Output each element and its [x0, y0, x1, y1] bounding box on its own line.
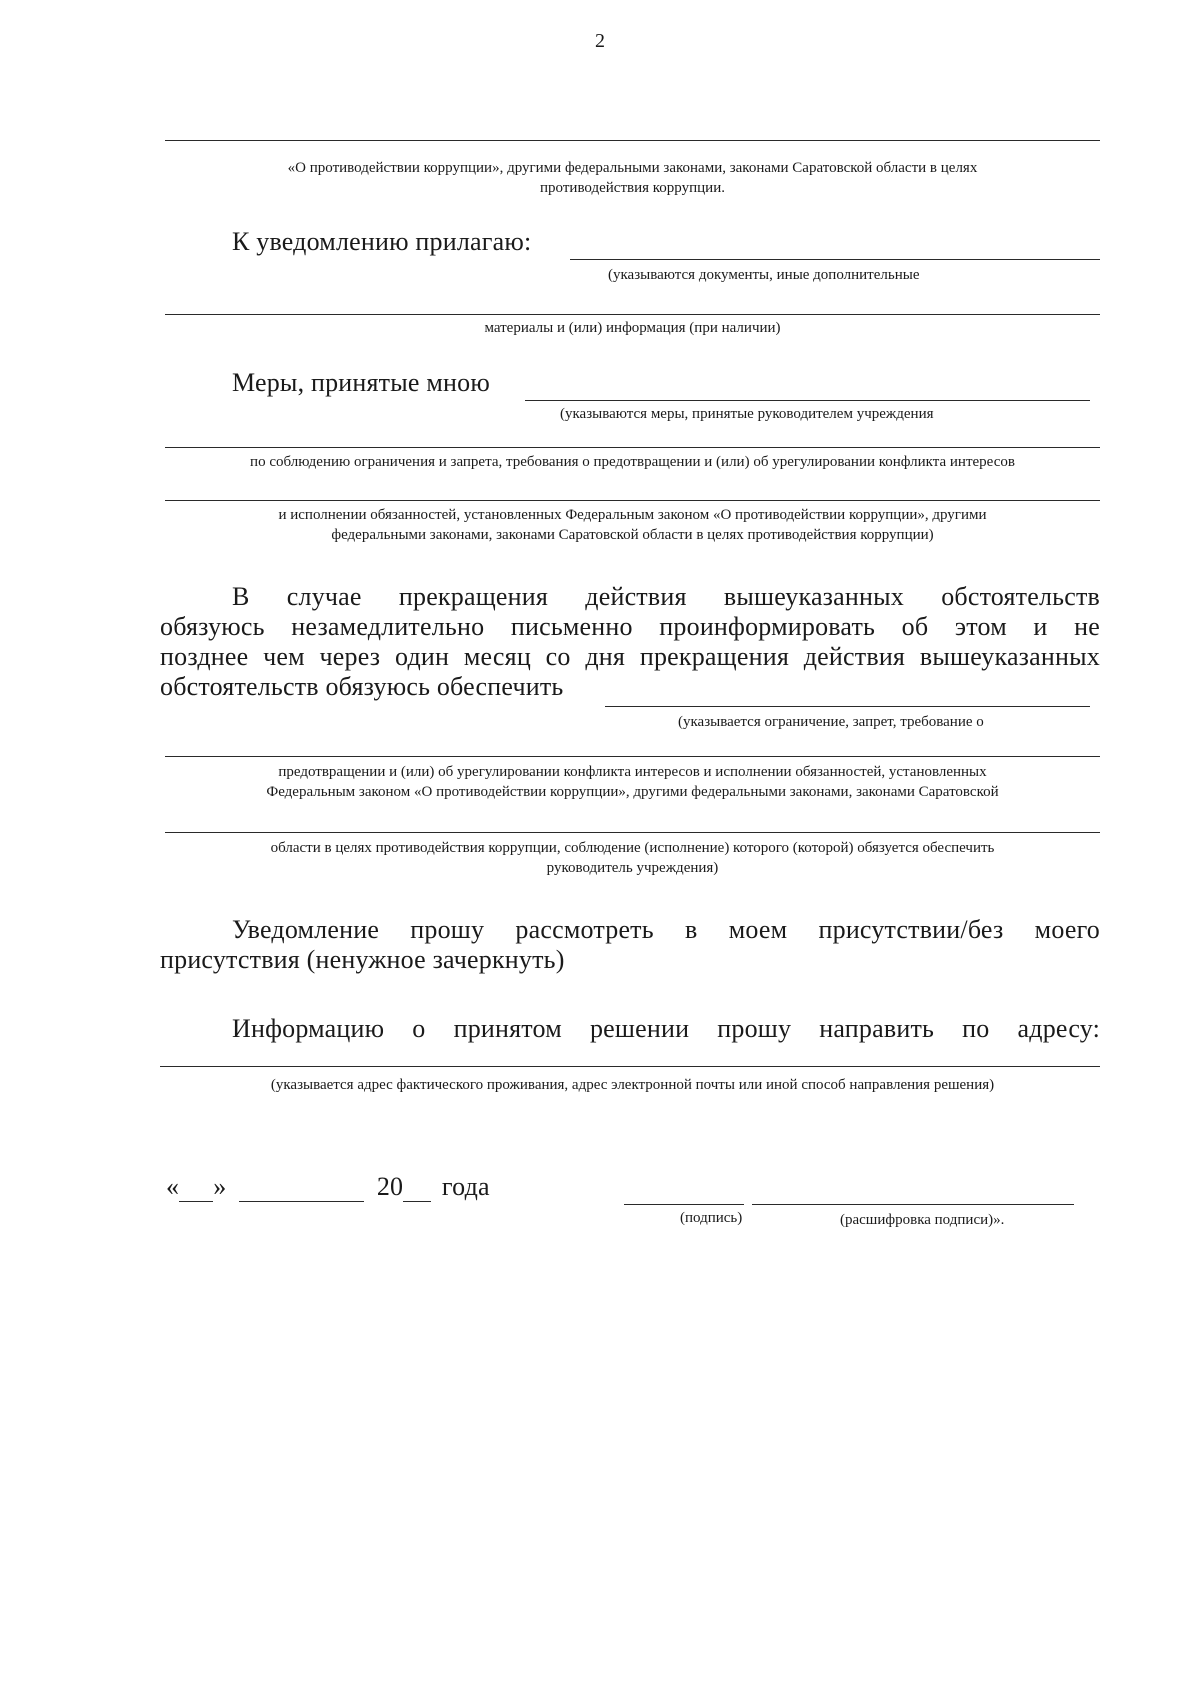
obligation-line-1: В случае прекращения действия вышеуказанных обстоятельств [232, 582, 1100, 611]
obligation-fill-line[interactable] [605, 706, 1090, 707]
attach-fill-line[interactable] [570, 259, 1100, 260]
day-blank[interactable] [179, 1179, 213, 1202]
measures-fill-line-3[interactable] [165, 500, 1100, 501]
address-line-1: Информацию о принятом решении прошу направить по адресу: [232, 1014, 1100, 1043]
attach-hint-2: материалы и (или) информация (при наличии) [484, 320, 781, 336]
measures-hint-1: (указываются меры, принятые руководителем учреждения [560, 406, 934, 422]
signature-decode-line[interactable] [752, 1204, 1074, 1205]
obligation-hint-2-3 [165, 762, 1100, 802]
obligation-hint-1: (указывается ограничение, запрет, требование о [678, 714, 984, 730]
attach-fill-line-2[interactable] [165, 314, 1100, 315]
address-fill-line[interactable] [160, 1066, 1100, 1067]
obligation-hint-4: области в целях противодействия коррупции, соблюдение (исполнение) которого (которой) обязуется обеспечить [270, 840, 995, 856]
year-prefix: 20 [376, 1172, 404, 1201]
obligation-line-2: обязуюсь незамедлительно письменно проинформировать об этом и не [160, 612, 1100, 641]
obligation-line-3: позднее чем через один месяц со дня прекращения действия вышеуказанных [160, 642, 1100, 671]
obligation-hint-3: Федеральным законом «О противодействии коррупции», другими федеральными законами, законами Саратовской [266, 784, 999, 800]
presence-line-1: Уведомление прошу рассмотреть в моем присутствии/без моего [232, 915, 1100, 944]
date-close-quote: » [213, 1172, 227, 1201]
obligation-line-4: обстоятельств обязуюсь обеспечить [160, 672, 564, 701]
year-suffix: года [441, 1172, 490, 1201]
measures-hint-4: федеральными законами, законами Саратовской области в целях противодействия коррупции) [331, 527, 934, 543]
measures-fill-line[interactable] [525, 400, 1090, 401]
year-blank[interactable] [403, 1179, 431, 1202]
attach-label: К уведомлению прилагаю: [232, 227, 532, 256]
obligation-fill-line-2[interactable] [165, 756, 1100, 757]
obligation-fill-line-3[interactable] [165, 832, 1100, 833]
page-number: 2 [595, 30, 605, 52]
address-hint: (указывается адрес фактического проживания, адрес электронной почты или иной способ направления решения) [270, 1077, 995, 1093]
obligation-hint-5: руководитель учреждения) [546, 860, 719, 876]
presence-paragraph [160, 915, 1100, 975]
obligation-hint-2: предотвращении и (или) об урегулировании конфликта интересов и исполнении обязанностей, установленных [278, 764, 987, 780]
measures-fill-line-2[interactable] [165, 447, 1100, 448]
obligation-hint-4-5 [165, 838, 1100, 878]
address-paragraph [160, 1014, 1100, 1044]
date-open-quote: « [166, 1172, 180, 1201]
presence-line-2: присутствия (ненужное зачеркнуть) [160, 945, 565, 974]
measures-hint-3-4 [165, 505, 1100, 545]
attach-hint-1: (указываются документы, иные дополнительные [608, 267, 920, 283]
measures-label: Меры, принятые мною [232, 368, 490, 397]
signature-hint: (подпись) [680, 1210, 743, 1226]
date-field[interactable] [166, 1172, 490, 1202]
signature-decode-hint: (расшифровка подписи)». [840, 1212, 1005, 1228]
measures-hint-3: и исполнении обязанностей, установленных Федеральным законом «О противодействии коррупции», другими [278, 507, 987, 523]
month-blank[interactable] [239, 1179, 364, 1202]
signature-line[interactable] [624, 1204, 744, 1205]
continuation-line-2: противодействия коррупции. [540, 180, 725, 196]
measures-hint-2: по соблюдению ограничения и запрета, требования о предотвращении и (или) об урегулировании конфликта интересов [250, 454, 1015, 470]
fill-line [165, 140, 1100, 141]
obligation-paragraph [160, 582, 1100, 702]
continuation-text [165, 158, 1100, 198]
continuation-line-1: «О противодействии коррупции», другими федеральными законами, законами Саратовской области в целях [287, 160, 978, 176]
